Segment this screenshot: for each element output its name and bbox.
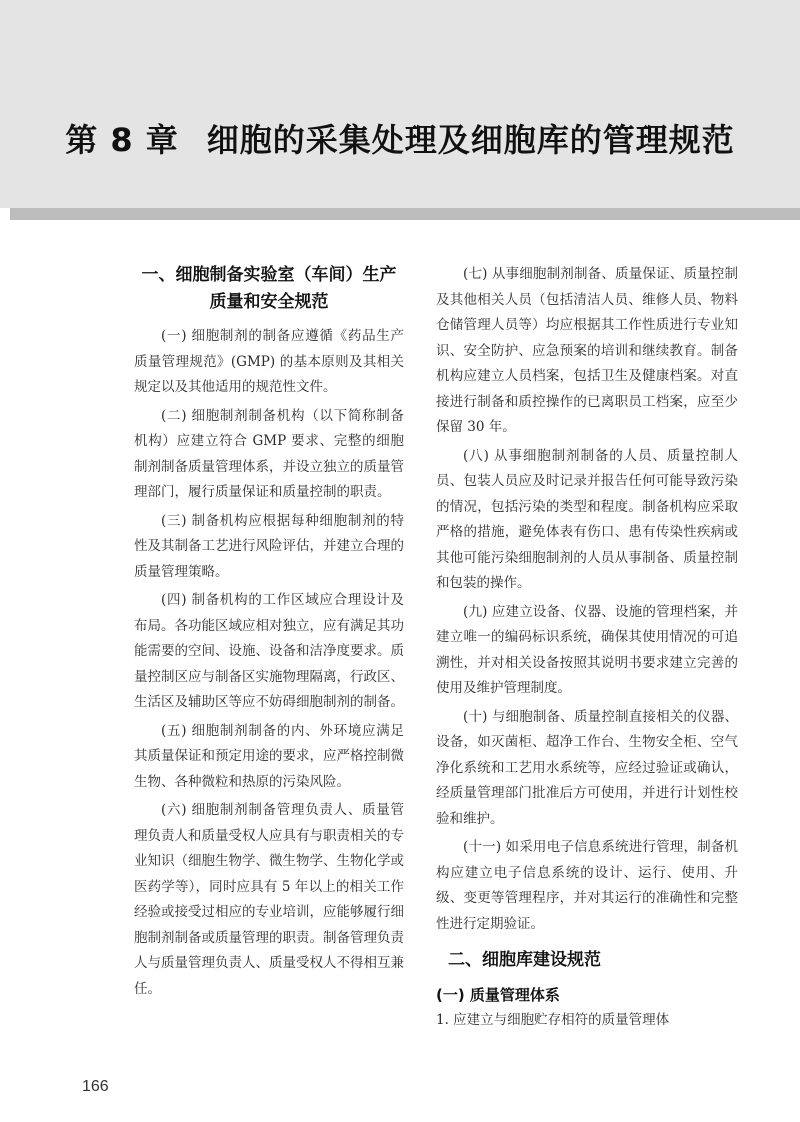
paragraph: (八) 从事细胞制剂制备的人员、质量控制人员、包装人员应及时记录并报告任何可能导致污染的情况，包括污染的类型和程度。制备机构应采取严格的措施，避免体表有伤口、患有传染性疾病或其他可能污染细胞制剂的人员从事制备、质量控制和包装的操作。 <box>436 447 738 591</box>
paragraph: (一) 细胞制剂的制备应遵循《药品生产质量管理规范》(GMP) 的基本原则及其相关规定以及其他适用的规范性文件。 <box>134 328 404 395</box>
header-divider <box>10 208 800 220</box>
paragraph: (七) 从事细胞制剂制备、质量保证、质量控制及其他相关人员（包括清洁人员、维修人员、物料仓储管理人员等）均应根据其工作性质进行专业知识、安全防护、应急预案的培训和继续教育。制备机构应建立人员档案，包括卫生及健康档案。对直接进行制备和质控操作的已离职员工档案，应至少保留 30 年。 <box>436 266 738 435</box>
right-column <box>436 262 738 1037</box>
page-number: 166 <box>82 1078 109 1095</box>
chapter-title-text: 细胞的采集处理及细胞库的管理规范 <box>206 121 735 159</box>
paragraph: (十) 与细胞制备、质量控制直接相关的仪器、设备，如灭菌柜、超净工作台、生物安全柜、空气净化系统和工艺用水系统等，应经过验证或确认，经质量管理部门批准后方可使用，并进行计划性校验和维护。 <box>436 708 738 827</box>
left-column <box>134 262 404 1005</box>
section-heading-1: 一、细胞制备实验室（车间）生产质量和安全规范 <box>141 265 397 312</box>
paragraph: (十一) 如采用电子信息系统进行管理，制备机构应建立电子信息系统的设计、运行、使用、升级、变更等管理程序，并对其运行的准确性和完整性进行定期验证。 <box>436 839 738 932</box>
paragraph: (九) 应建立设备、仪器、设施的管理档案，并建立唯一的编码标识系统，确保其使用情况的可追溯性，并对相关设备按照其说明书要求建立完善的使用及维护管理制度。 <box>436 603 738 696</box>
paragraph: (三) 制备机构应根据每种细胞制剂的特性及其制备工艺进行风险评估，并建立合理的质量管理策略。 <box>134 512 404 580</box>
paragraph: (六) 细胞制剂制备管理负责人、质量管理负责人和质量受权人应具有与职责相关的专业知识（细胞生物学、微生物学、生物化学或医药学等），同时应具有 5 年以上的相关工作经验或接受过相应的专业培训，应能够履行细胞制剂制备或质量管理的职责。制备管理负责人与质量管理负责人、质量受权人不得相互兼任。 <box>134 802 404 997</box>
chapter-title <box>0 120 800 160</box>
paragraph: 1. 应建立与细胞贮存相符的质量管理体 <box>436 1012 670 1028</box>
paragraph: (二) 细胞制剂制备机构（以下简称制备机构）应建立符合 GMP 要求、完整的细胞制剂制备质量管理体系，并设立独立的质量管理部门，履行质量保证和质量控制的职责。 <box>134 407 404 500</box>
paragraph: (五) 细胞制剂制备的内、外环境应满足其质量保证和预定用途的要求，应严格控制微生物、各种微粒和热原的污染风险。 <box>134 722 404 790</box>
section-heading-2: 二、细胞库建设规范 <box>448 950 601 970</box>
subsection-heading: (一) 质量管理体系 <box>436 986 560 1004</box>
chapter-header-band <box>0 0 800 208</box>
chapter-number: 第 8 章 <box>65 121 179 159</box>
paragraph: (四) 制备机构的工作区域应合理设计及布局。各功能区域应相对独立，应有满足其功能需要的空间、设施、设备和洁净度要求。质量控制区应与制备区实施物理隔离，行政区、生活区及辅助区等应不妨碍细胞制剂的制备。 <box>134 592 404 710</box>
